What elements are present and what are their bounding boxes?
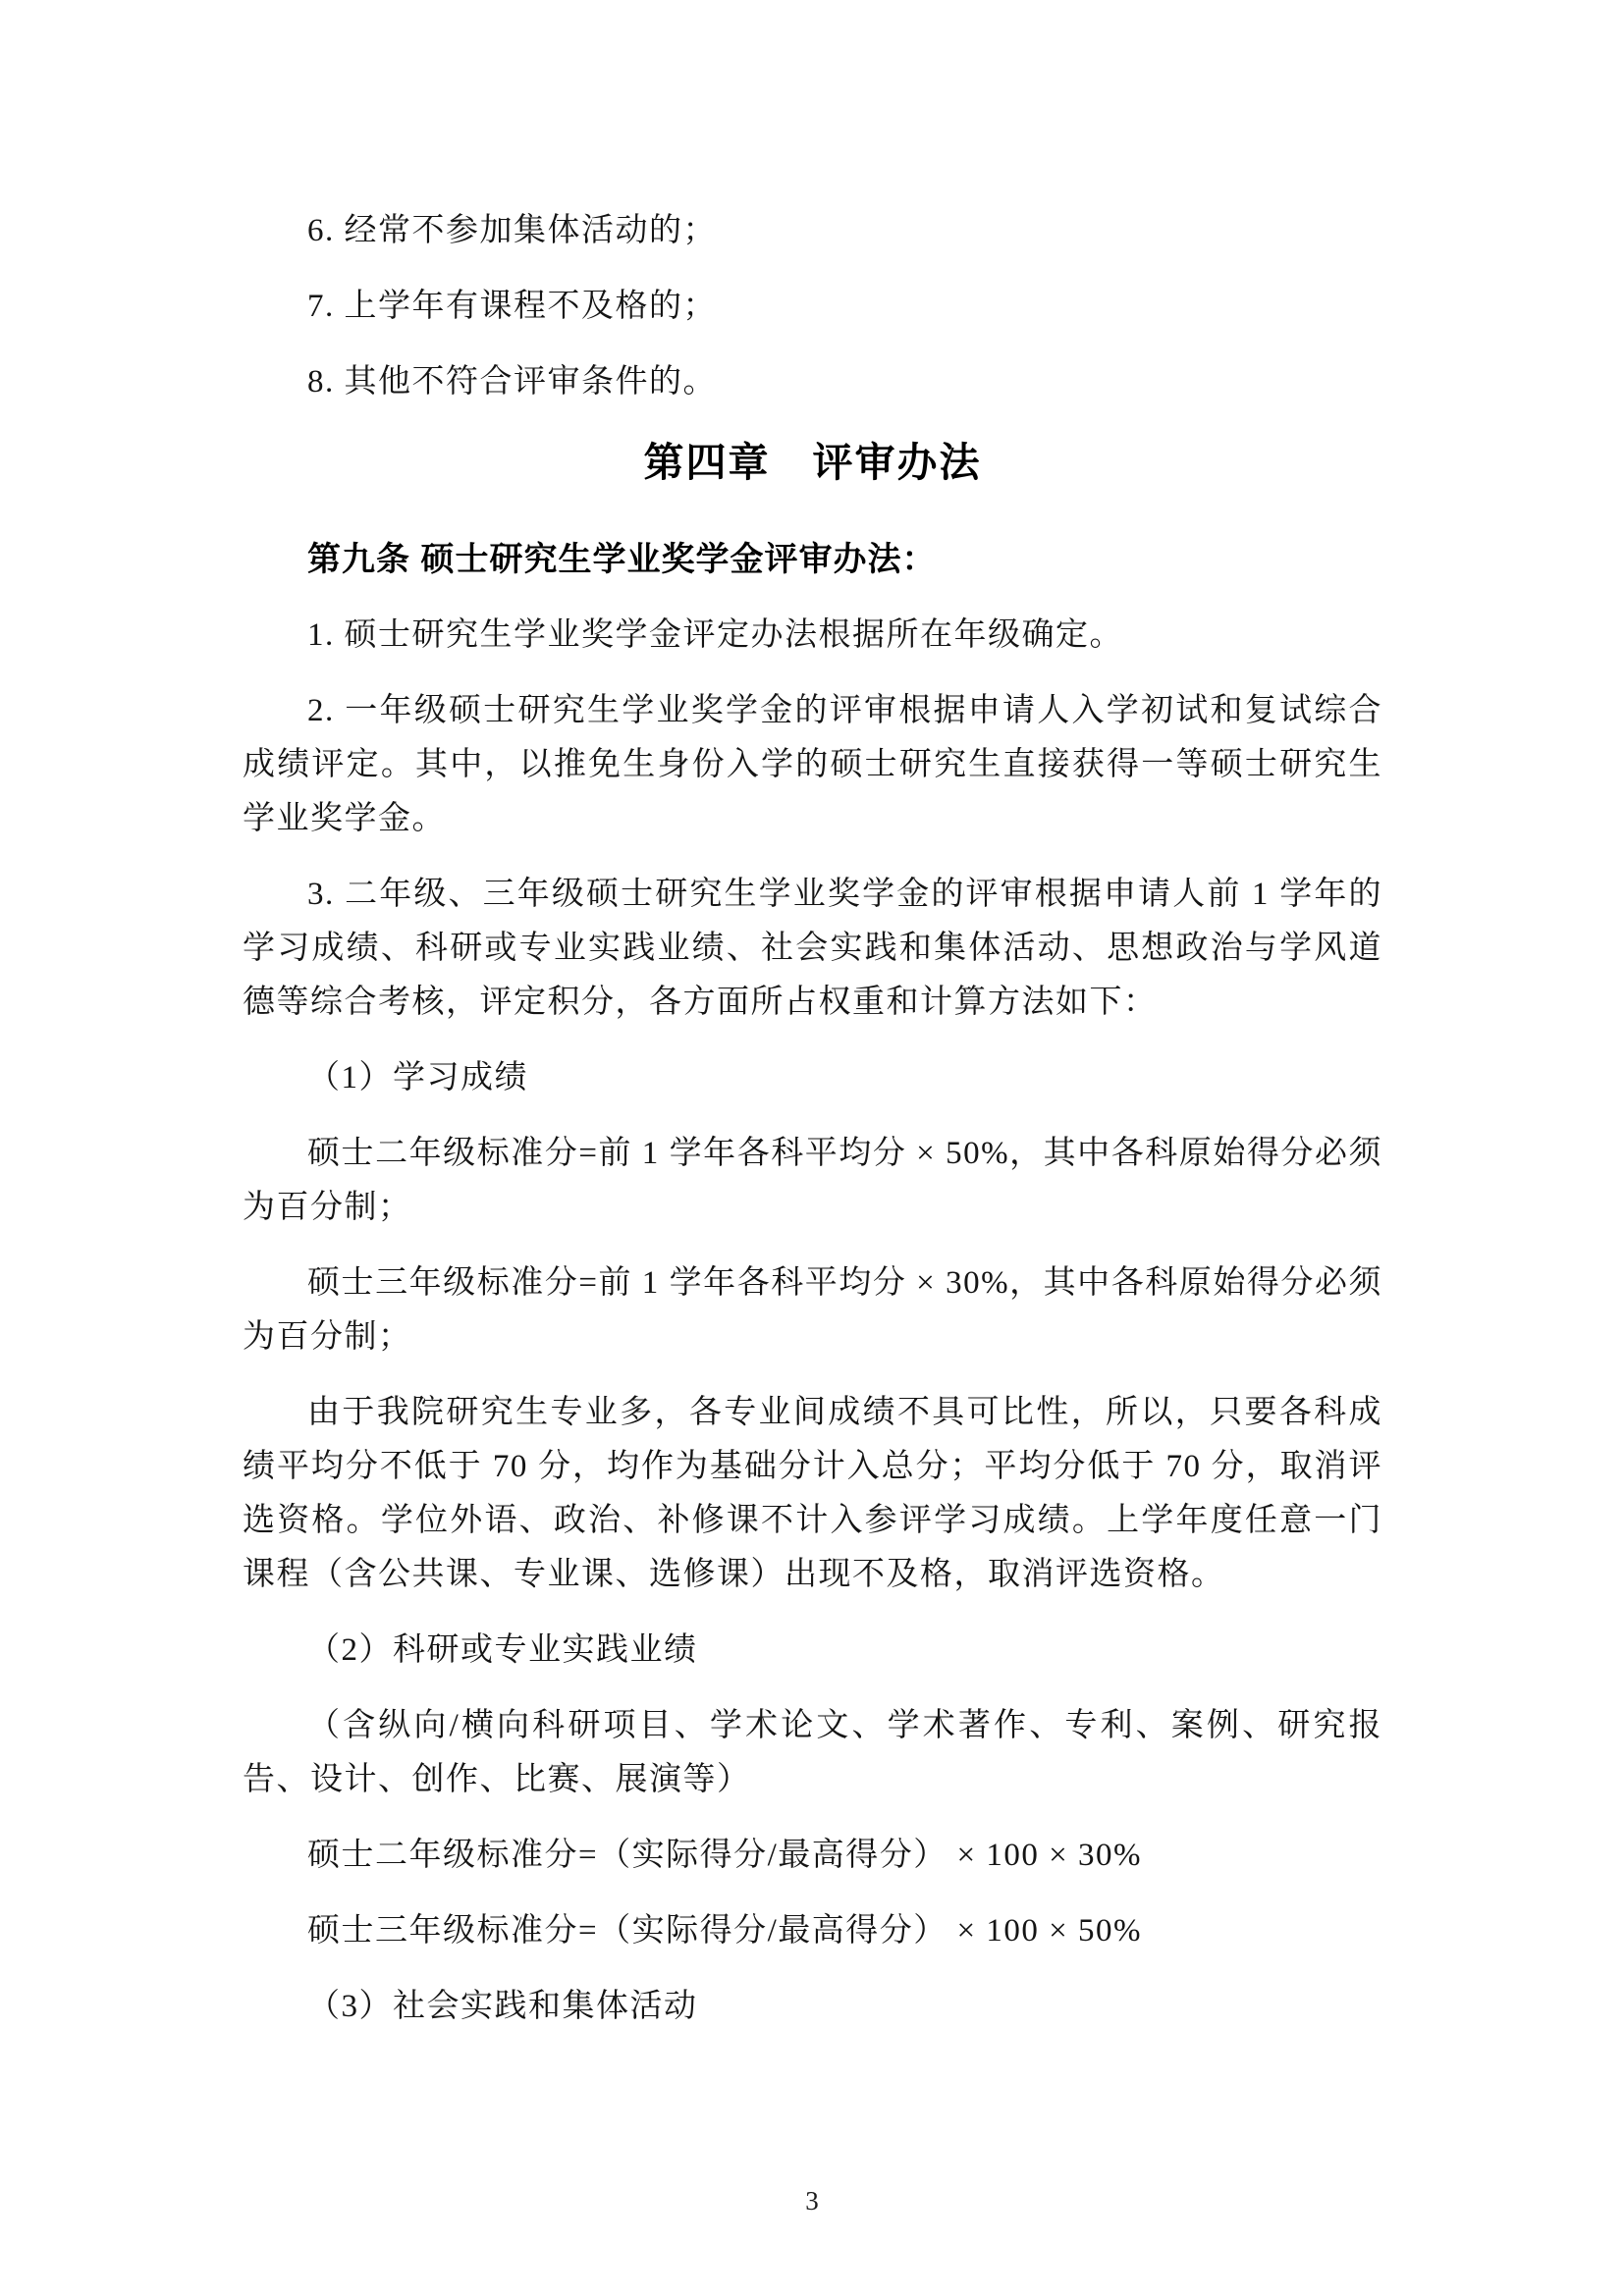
para-research-scope: （含纵向/横向科研项目、学术论文、学术著作、专利、案例、研究报告、设计、创作、比赛、展演等） xyxy=(243,1708,1382,1797)
page-number: 3 xyxy=(805,2186,819,2216)
chapter-4-title: 第四章 评审办法 xyxy=(643,440,982,485)
formula-master3-study: 硕士三年级标准分=前 1 学年各科平均分 × 30%，其中各科原始得分必须为百分制； xyxy=(243,1265,1382,1355)
section-2-research: （2）科研或专业实践业绩 xyxy=(307,1632,698,1668)
clause-6: 6. 经常不参加集体活动的； xyxy=(307,213,717,248)
para-grade-rule-1: 1. 硕士研究生学业奖学金评定办法根据所在年级确定。 xyxy=(307,617,1123,653)
formula-master2-study: 硕士二年级标准分=前 1 学年各科平均分 × 50%，其中各科原始得分必须为百分制； xyxy=(243,1136,1382,1225)
document-body xyxy=(243,204,1382,2056)
clause-8: 8. 其他不符合评审条件的。 xyxy=(307,364,717,400)
article-9-title: 第九条 硕士研究生学业奖学金评审办法： xyxy=(307,541,937,578)
para-grade-rule-2: 2. 一年级硕士研究生学业奖学金的评审根据申请人入学初试和复试综合成绩评定。其中，以推免生身份入学的硕士研究生直接获得一等硕士研究生学业奖学金。 xyxy=(243,693,1382,836)
formula-master2-research: 硕士二年级标准分=（实际得分/最高得分） × 100 × 30% xyxy=(307,1838,1142,1873)
para-grade-rule-3: 3. 二年级、三年级硕士研究生学业奖学金的评审根据申请人前 1 学年的学习成绩、科研或专业实践业绩、社会实践和集体活动、思想政治与学风道德等综合考核，评定积分，各方面所占权重和计算方法如下： xyxy=(243,877,1382,1020)
formula-master3-research: 硕士三年级标准分=（实际得分/最高得分） × 100 × 50% xyxy=(307,1913,1142,1949)
para-score-threshold-rules: 由于我院研究生专业多，各专业间成绩不具可比性，所以，只要各科成绩平均分不低于 70 分，均作为基础分计入总分；平均分低于 70 分，取消评选资格。学位外语、政治、补修课不计入参评学习成绩。上学年度任意一门课程（含公共课、专业课、选修课）出现不及格，取消评选资格。 xyxy=(243,1395,1382,1592)
section-1-study-scores: （1）学习成绩 xyxy=(307,1060,528,1095)
section-3-social-practice: （3）社会实践和集体活动 xyxy=(307,1989,698,2024)
clause-7: 7. 上学年有课程不及格的； xyxy=(307,289,717,324)
